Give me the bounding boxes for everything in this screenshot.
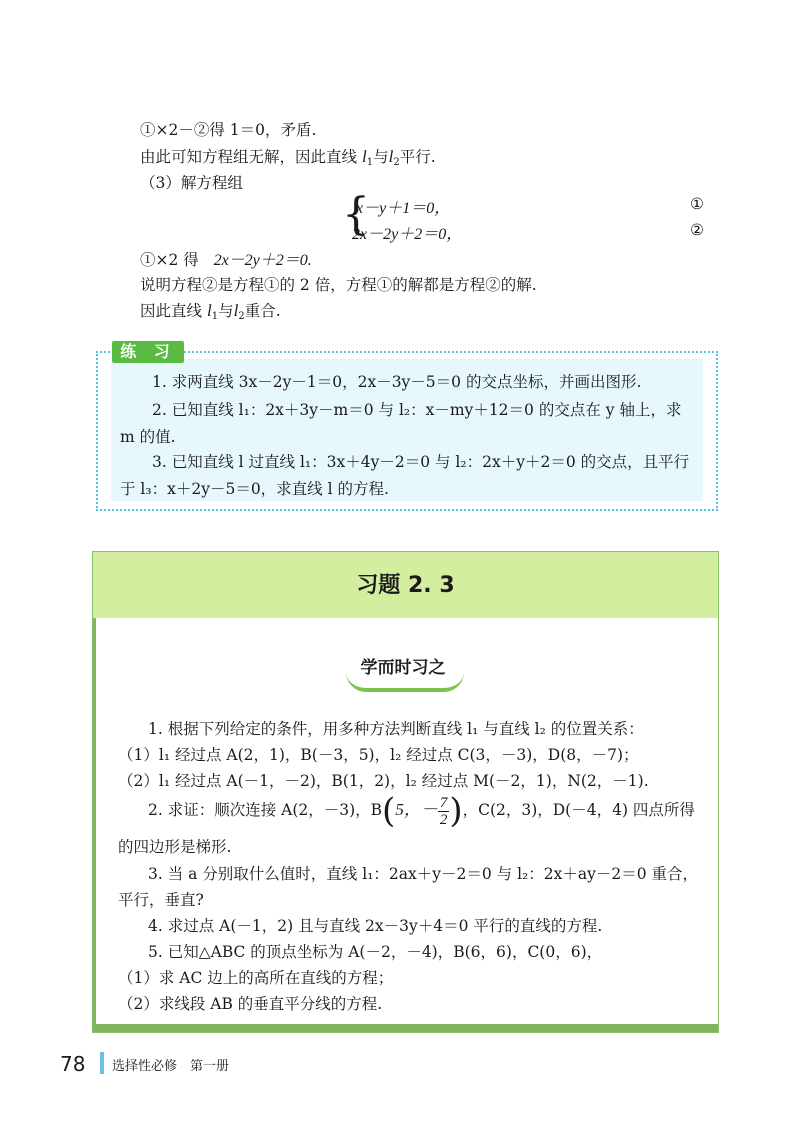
solution-line-6: 因此直线 $l_1$与$l_2$重合. (140, 301, 281, 322)
problem-2-line-1: 2. 求证：顺次连接 A(2，－3)，B(5，－ $\frac{7}{2}$ )，C(2，3)，D(－4，4) 四点所得 (148, 791, 695, 831)
problem-5-part-2: （2）求线段 AB 的垂直平分线的方程. (118, 995, 383, 1013)
exercise-tag: 练 习 (112, 341, 184, 363)
equation-1-number: ① (690, 195, 704, 213)
problem-set-title: 习题 2. 3 (356, 573, 455, 598)
book-title: 选择性必修 第一册 (112, 1059, 230, 1074)
problem-1-part-1: （1）l₁ 经过点 A(2，1)，B(－3，5)，l₂ 经过点 C(3，－3)，D(8，－7)； (118, 746, 639, 764)
solution-line-2: 由此可知方程组无解，因此直线 $l_1$与$l_2$平行. (140, 147, 436, 168)
problem-1: 1. 根据下列给定的条件，用多种方法判断直线 l₁ 与直线 l₂ 的位置关系： (148, 720, 644, 738)
problem-5: 5. 已知△ABC 的顶点坐标为 A(－2，－4)，B(6，6)，C(0，6)， (148, 943, 603, 961)
section-subtitle: 学而时习之 (360, 658, 446, 678)
solution-part-3: （3）解方程组 (140, 174, 243, 192)
exercise-q3-line-1: 3. 已知直线 l 过直线 l₁：3x＋4y－2＝0 与 l₂：2x＋y＋2＝0 的交点，且平行 (152, 453, 690, 471)
page-bar (100, 1052, 104, 1074)
problem-3-line-2: 平行，垂直? (118, 891, 204, 909)
solution-line-4: ①×2 得 2x－2y＋2＝0. (140, 251, 312, 269)
problem-2-line-2: 的四边形是梯形. (118, 838, 232, 856)
subtitle-underline (346, 672, 464, 692)
problem-3-line-1: 3. 当 a 分别取什么值时，直线 l₁：2ax＋y－2＝0 与 l₂：2x＋ay－2＝0 重合， (148, 865, 699, 883)
system-brace: { (342, 189, 370, 240)
equation-2-number: ② (690, 221, 704, 239)
problem-set-bottom-bar (93, 1024, 718, 1032)
exercise-q2-line-1: 2. 已知直线 l₁：2x＋3y－m＝0 与 l₂：x－my＋12＝0 的交点在 y 轴上，求 (152, 401, 682, 419)
exercise-q3-line-2: 于 l₃：x＋2y－5＝0，求直线 l 的方程. (120, 480, 389, 498)
equation-1: x－y＋1＝0， (356, 200, 451, 217)
problem-4: 4. 求过点 A(－1，2) 且与直线 2x－3y＋4＝0 平行的直线的方程. (148, 917, 603, 935)
equation-2: 2x－2y＋2＝0， (352, 226, 463, 243)
exercise-q1: 1. 求两直线 3x－2y－1＝0，2x－3y－5＝0 的交点坐标，并画出图形. (152, 373, 642, 391)
problem-1-part-2: （2）l₁ 经过点 A(－1，－2)，B(1，2)，l₂ 经过点 M(－2，1)，N(2，－1). (118, 772, 649, 790)
fraction-7-2: $\frac{7}{2}$ (439, 794, 448, 828)
page-number: 78 (60, 1052, 86, 1076)
problem-set-left-bar (93, 618, 96, 1032)
solution-line-5: 说明方程②是方程①的 2 倍，方程①的解都是方程②的解. (140, 276, 537, 294)
problem-5-part-1: （1）求 AC 边上的高所在直线的方程； (118, 969, 394, 987)
solution-line-1: ①×2－②得 1＝0，矛盾. (140, 121, 317, 139)
exercise-q2-line-2: m 的值. (120, 428, 176, 446)
